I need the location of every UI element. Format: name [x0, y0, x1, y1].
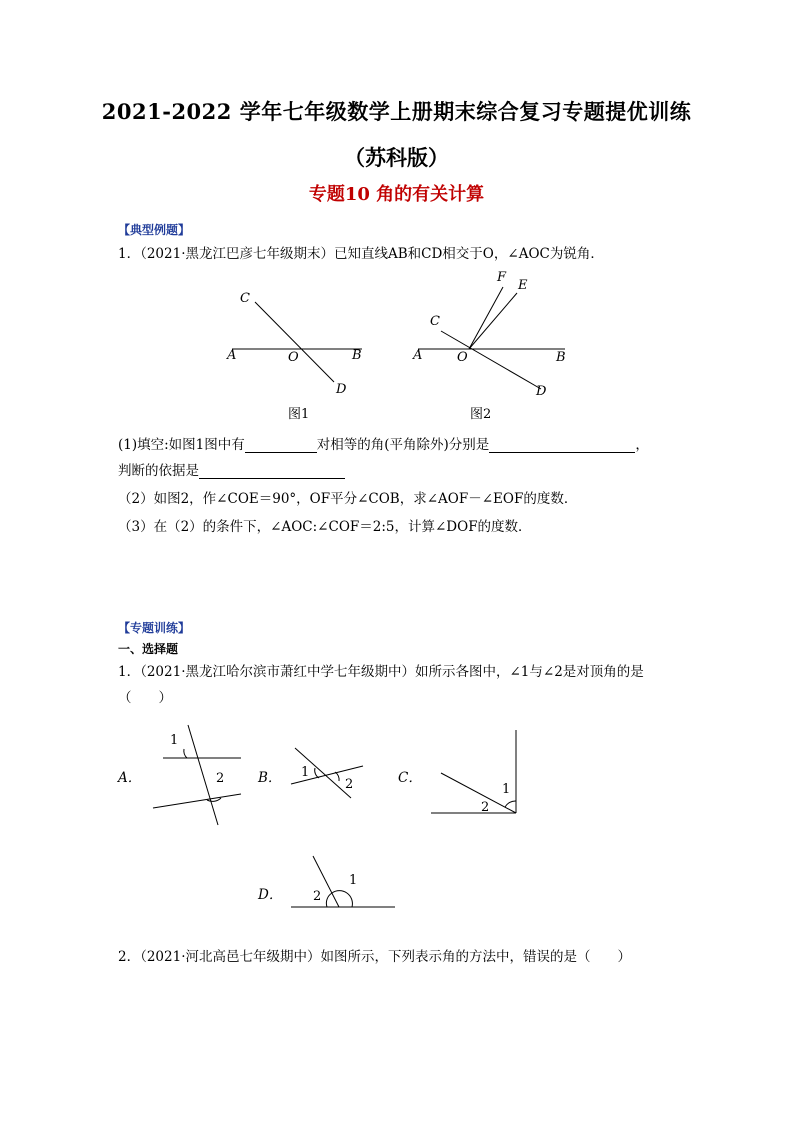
part-1-text-d: 判断的依据是: [118, 463, 199, 479]
part-1-text-c: ，: [635, 437, 649, 453]
ray-oe: [469, 293, 517, 349]
option-a-figure[interactable]: [148, 720, 248, 830]
angle-arc: [184, 749, 187, 758]
part-1-line: [118, 433, 649, 453]
figure-2: [410, 265, 580, 425]
label-o: O: [457, 350, 468, 365]
option-b-label[interactable]: B．: [258, 770, 282, 786]
training-question-2-stem: 2．（2021·河北高邑七年级期中）如图所示，下列表示角的方法中，错误的是（ ）: [118, 949, 631, 965]
label-a: A: [227, 348, 237, 363]
angle-1-label: 1: [349, 873, 358, 888]
option-d-figure[interactable]: [285, 850, 400, 912]
blank-reason[interactable]: [199, 464, 345, 479]
figure-2-caption: 图2: [470, 407, 492, 422]
label-f: F: [497, 270, 507, 285]
label-e: E: [518, 278, 528, 293]
angle-2-label: 2: [313, 889, 322, 904]
line-cd: [441, 331, 541, 389]
angle-1-label: 1: [301, 765, 310, 780]
part-1-line-2: [118, 459, 345, 479]
angle-arc: [326, 891, 352, 907]
section-label-examples: 【典型例题】: [118, 223, 191, 237]
subsection-choice: 一、选择题: [118, 642, 179, 656]
angle-2-label: 2: [216, 771, 225, 786]
topic-title: 专题10 角的有关计算: [308, 184, 485, 205]
document-title: 2021-2022 学年七年级数学上册期末综合复习专题提优训练: [101, 99, 692, 124]
label-c: C: [430, 314, 440, 329]
label-o: O: [288, 350, 299, 365]
angle-2-label: 2: [481, 800, 490, 815]
option-c-label[interactable]: C．: [398, 770, 422, 786]
label-b: B: [352, 348, 362, 363]
blank-angles[interactable]: [489, 438, 635, 453]
example-question-1-stem: 1．（2021·黑龙江巴彦七年级期末）已知直线AB和CD相交于O，∠AOC为锐角．: [118, 246, 604, 262]
part-2: （2）如图2，作∠COE＝90°，OF平分∠COB，求∠AOF－∠EOF的度数．: [118, 491, 578, 507]
line: [188, 725, 218, 825]
label-a: A: [413, 348, 423, 363]
line-cd: [255, 302, 334, 382]
part-1-text-b: 对相等的角(平角除外)分别是: [316, 437, 490, 453]
label-d: D: [536, 384, 547, 399]
label-d: D: [336, 382, 347, 397]
part-1-text-a: (1)填空:如图1图中有: [118, 437, 245, 453]
line: [153, 794, 241, 808]
section-label-training: 【专题训练】: [118, 621, 191, 635]
label-c: C: [240, 291, 250, 306]
option-a-label[interactable]: A．: [118, 770, 142, 786]
option-d-label[interactable]: D．: [258, 887, 283, 903]
document-subtitle: （苏科版）: [344, 145, 449, 170]
part-3: （3）在（2）的条件下，∠AOC:∠COF＝2:5，计算∠DOF的度数．: [118, 519, 532, 535]
angle-1-label: 1: [170, 733, 179, 748]
angle-1-label: 1: [502, 782, 511, 797]
angle-arc: [505, 801, 516, 807]
blank-count[interactable]: [245, 438, 317, 453]
figure-1-caption: 图1: [288, 407, 310, 422]
training-question-1-stem: 1．（2021·黑龙江哈尔滨市萧红中学七年级期中）如所示各图中，∠1与∠2是对顶角的是: [118, 664, 644, 680]
label-b: B: [556, 350, 566, 365]
answer-parentheses: （ ）: [118, 690, 172, 706]
ray-of: [469, 287, 503, 349]
option-c-figure[interactable]: [426, 725, 526, 820]
angle-2-label: 2: [345, 777, 354, 792]
figure-1: [222, 285, 372, 425]
option-b-figure[interactable]: [285, 740, 365, 810]
